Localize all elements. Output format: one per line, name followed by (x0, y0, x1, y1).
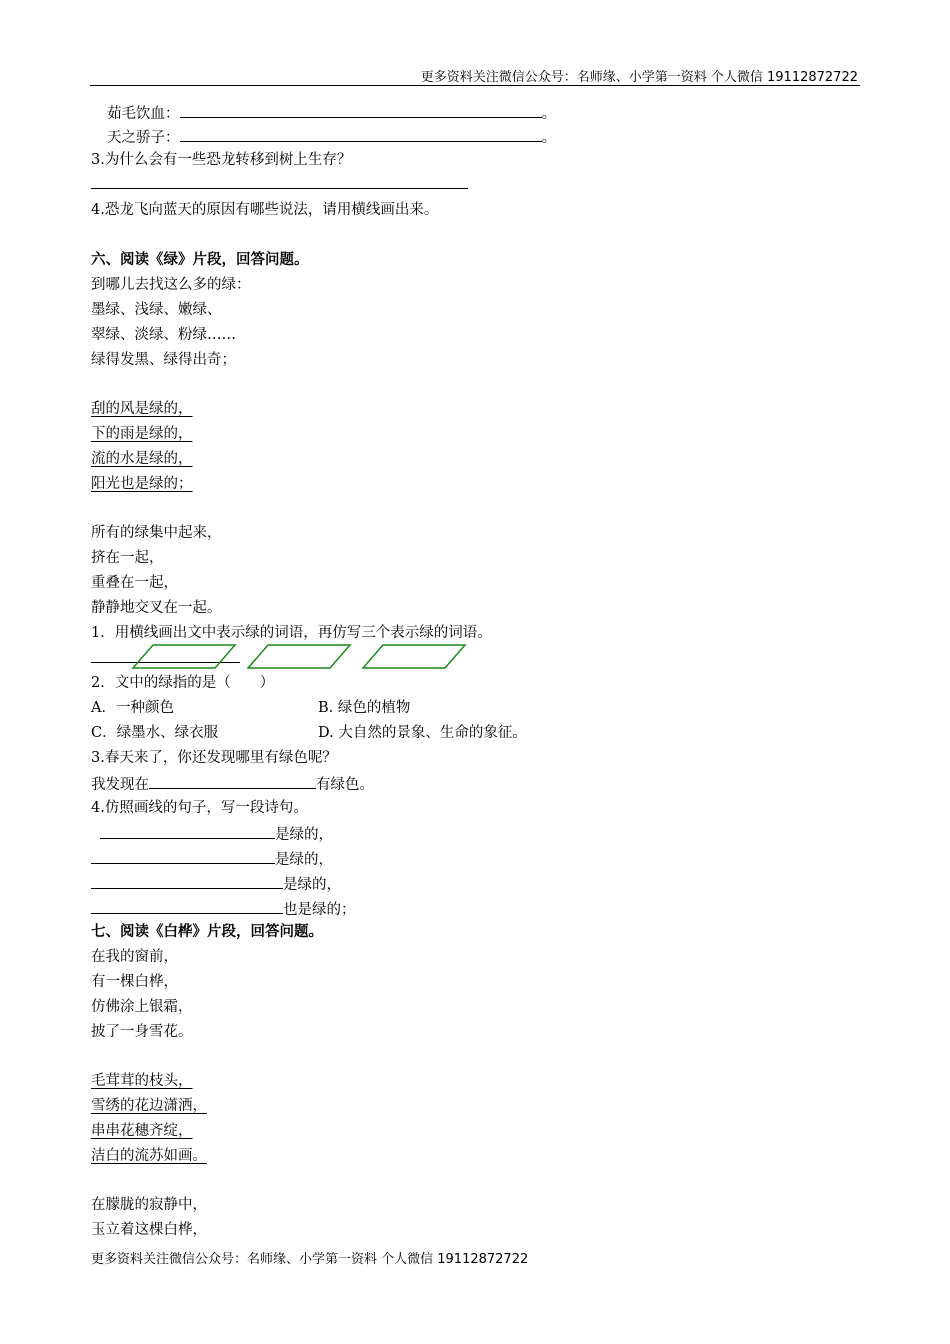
underlined-poem-line: 下的雨是绿的， (91, 426, 193, 442)
answer-blank[interactable] (91, 898, 283, 914)
poem-line: 玉立着这棵白桦， (91, 1222, 207, 1238)
option-b[interactable]: B. 绿色的植物 (318, 700, 411, 716)
answer-blank[interactable] (100, 823, 275, 839)
poem-line: 到哪儿去找这么多的绿： (91, 277, 251, 293)
answer-blank[interactable] (91, 848, 275, 864)
imitation-line-4 (91, 898, 356, 920)
poem-line: 墨绿、浅绿、嫩绿、 (91, 302, 222, 318)
imitation-line-3 (91, 873, 341, 895)
poem-line: 在我的窗前， (91, 949, 178, 965)
section-7-heading: 七、阅读《白桦》片段，回答问题。 (91, 924, 323, 940)
option-c[interactable]: C．绿墨水、绿衣服 (91, 725, 219, 741)
fill-prefix: 我发现在 (91, 777, 149, 793)
answer-line-green (91, 773, 374, 795)
poem-line: 静静地交叉在一起。 (91, 600, 222, 616)
question-6-4: 4.仿照画线的句子，写一段诗句。 (91, 800, 308, 816)
parallelogram-answer-box-2[interactable] (248, 645, 350, 668)
poem-line: 绿得发黑、绿得出奇； (91, 352, 236, 368)
underlined-poem-line: 毛茸茸的枝头， (91, 1073, 193, 1089)
poem-line: 挤在一起， (91, 550, 164, 566)
idiom-2-label: 天之骄子： (107, 130, 180, 146)
fill-text: 也是绿的； (283, 902, 356, 918)
poem-line: 所有的绿集中起来， (91, 525, 222, 541)
period: 。 (541, 106, 556, 122)
answer-blank[interactable] (91, 873, 283, 889)
poem-line: 披了一身雪花。 (91, 1024, 193, 1040)
parallelogram-answer-box-1[interactable] (133, 645, 235, 668)
fill-text: 是绿的， (275, 827, 333, 843)
fill-text: 是绿的， (275, 852, 333, 868)
fill-text: 是绿的， (283, 877, 341, 893)
imitation-line-2 (91, 848, 333, 870)
option-a[interactable]: A．一种颜色 (91, 700, 174, 716)
parallelogram-answer-box-3[interactable] (363, 645, 465, 668)
question-6-2: 2．文中的绿指的是（ ） (91, 675, 275, 691)
answer-blank[interactable] (149, 773, 316, 789)
poem-line: 在朦胧的寂静中， (91, 1197, 207, 1213)
question-dino-3: 3.为什么会有一些恐龙转移到树上生存？ (91, 152, 352, 168)
underlined-poem-line: 刮的风是绿的， (91, 401, 193, 417)
question-6-1: 1．用横线画出文中表示绿的词语，再仿写三个表示绿的词语。 (91, 625, 492, 641)
idiom-1-label: 茹毛饮血： (107, 106, 180, 122)
poem-line: 仿佛涂上银霜， (91, 999, 193, 1015)
imitation-line-1 (100, 823, 333, 845)
period: 。 (541, 130, 556, 146)
question-dino-4: 4.恐龙飞向蓝天的原因有哪些说法，请用横线画出来。 (91, 202, 439, 218)
poem-line: 翠绿、淡绿、粉绿…… (91, 327, 236, 343)
underlined-poem-line: 雪绣的花边潇洒， (91, 1098, 207, 1114)
poem-line: 重叠在一起， (91, 575, 178, 591)
underlined-poem-line: 阳光也是绿的； (91, 476, 193, 492)
fill-suffix: 有绿色。 (316, 777, 374, 793)
underlined-poem-line: 洁白的流苏如画。 (91, 1148, 207, 1164)
question-6-3: 3.春天来了，你还发现哪里有绿色呢？ (91, 750, 337, 766)
underlined-poem-line: 串串花穗齐绽， (91, 1123, 193, 1139)
option-d[interactable]: D. 大自然的景象、生命的象征。 (318, 725, 527, 741)
page-header: 更多资料关注微信公众号：名师缘、小学第一资料 个人微信 19112872722 (420, 70, 858, 85)
section-6-heading: 六、阅读《绿》片段，回答问题。 (91, 252, 309, 268)
page-footer: 更多资料关注微信公众号：名师缘、小学第一资料 个人微信 19112872722 (91, 1252, 529, 1267)
underlined-poem-line: 流的水是绿的， (91, 451, 193, 467)
poem-line: 有一棵白桦， (91, 974, 178, 990)
